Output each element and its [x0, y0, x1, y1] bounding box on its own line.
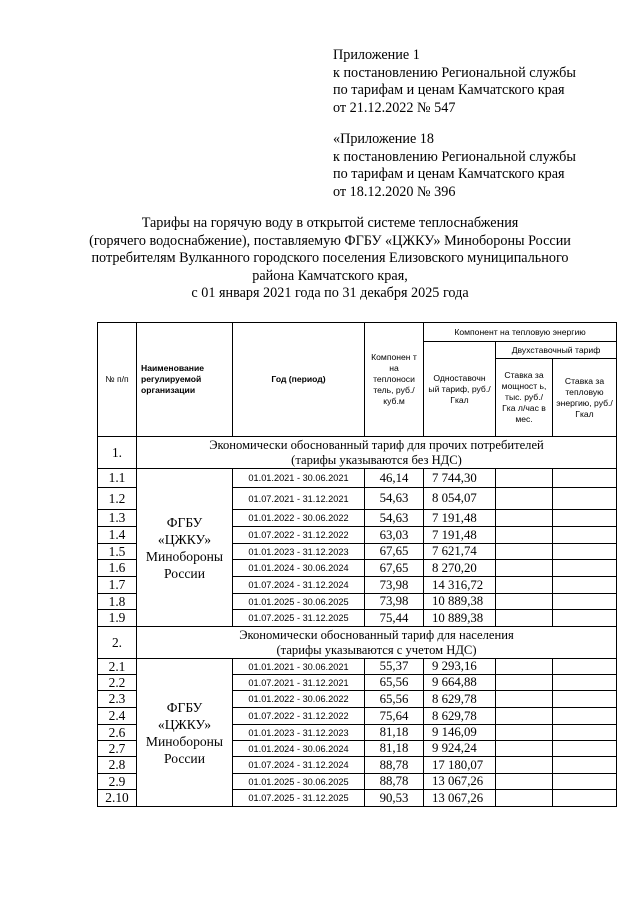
- one-part-tariff-value: 9 293,16: [424, 659, 496, 675]
- period-cell: 01.07.2024 - 31.12.2024: [233, 757, 365, 774]
- capacity-rate-value: [496, 544, 553, 560]
- period-cell: 01.07.2022 - 31.12.2022: [233, 708, 365, 725]
- period-cell: 01.07.2021 - 31.12.2021: [233, 488, 365, 510]
- period-cell: 01.07.2025 - 31.12.2025: [233, 790, 365, 807]
- period-cell: 01.01.2025 - 30.06.2025: [233, 594, 365, 610]
- water-component-value: 67,65: [365, 544, 424, 560]
- water-component-value: 73,98: [365, 577, 424, 594]
- row-number: 2.8: [98, 757, 137, 774]
- organization-name-line: Минобороны: [145, 733, 224, 749]
- water-component-value: 75,44: [365, 610, 424, 627]
- section-number: 1.: [98, 437, 137, 469]
- one-part-tariff-value: 8 629,78: [424, 691, 496, 708]
- one-part-tariff-value: 10 889,38: [424, 610, 496, 627]
- water-component-value: 90,53: [365, 790, 424, 807]
- appendix-line: по тарифам и ценам Камчатского края: [333, 166, 565, 183]
- appendix-1-header: [333, 47, 633, 117]
- organization-name-line: «ЦЖКУ»: [157, 716, 212, 732]
- row-number: 1.4: [98, 527, 137, 544]
- appendix-line: по тарифам и ценам Камчатского края: [333, 82, 565, 99]
- header-one-part-tariff: Одноставочн ый тариф, руб./Гкал: [424, 342, 496, 437]
- appendix-line: от 18.12.2020 № 396: [333, 183, 456, 200]
- row-number: 2.9: [98, 774, 137, 790]
- section-title: [137, 627, 617, 659]
- header-water-component: Компонен т на теплоноси тель, руб./куб.м: [365, 323, 424, 437]
- capacity-rate-value: [496, 488, 553, 510]
- section-title-line: Экономически обоснованный тариф для населения: [239, 627, 514, 642]
- section-title: [137, 437, 617, 469]
- section-title-line: (тарифы указываются с учетом НДС): [276, 642, 477, 657]
- capacity-rate-value: [496, 469, 553, 488]
- one-part-tariff-value: 8 270,20: [424, 560, 496, 577]
- energy-rate-value: [553, 659, 617, 675]
- period-cell: 01.01.2021 - 30.06.2021: [233, 659, 365, 675]
- capacity-rate-value: [496, 725, 553, 741]
- title-line: Тарифы на горячую воду в открытой системе теплоснабжения: [141, 215, 519, 231]
- header-row: [98, 323, 617, 342]
- header-period: Год (период): [233, 323, 365, 437]
- organization-name-line: России: [164, 565, 205, 581]
- organization-name-line: «ЦЖКУ»: [157, 531, 212, 547]
- energy-rate-value: [553, 741, 617, 757]
- row-number: 1.6: [98, 560, 137, 577]
- title-line: (горячего водоснабжение), поставляемую ФГБУ «ЦЖКУ» Минобороны России: [89, 232, 571, 249]
- row-number: 1.8: [98, 594, 137, 610]
- energy-rate-value: [553, 790, 617, 807]
- organization-name: [137, 469, 233, 627]
- energy-rate-value: [553, 488, 617, 510]
- appendix-18-header: [333, 131, 633, 201]
- section-number: 2.: [98, 627, 137, 659]
- organization-name-line: ФГБУ: [166, 699, 203, 715]
- energy-rate-value: [553, 469, 617, 488]
- appendix-line: «Приложение 18: [333, 131, 434, 147]
- water-component-value: 54,63: [365, 488, 424, 510]
- capacity-rate-value: [496, 610, 553, 627]
- capacity-rate-value: [496, 774, 553, 790]
- section-title-line: Экономически обоснованный тариф для прочих потребителей: [209, 437, 544, 452]
- header-org-name: Наименование регулируемой организации: [137, 323, 233, 437]
- table-row: [98, 659, 617, 675]
- capacity-rate-value: [496, 741, 553, 757]
- period-cell: 01.07.2025 - 31.12.2025: [233, 610, 365, 627]
- water-component-value: 88,78: [365, 757, 424, 774]
- one-part-tariff-value: 13 067,26: [424, 790, 496, 807]
- one-part-tariff-value: 7 744,30: [424, 469, 496, 488]
- energy-rate-value: [553, 774, 617, 790]
- energy-rate-value: [553, 510, 617, 527]
- water-component-value: 75,64: [365, 708, 424, 725]
- capacity-rate-value: [496, 757, 553, 774]
- section-heading-row: [98, 627, 617, 659]
- tariff-table: [97, 322, 617, 807]
- appendix-line: от 21.12.2022 № 547: [333, 99, 456, 116]
- period-cell: 01.01.2022 - 30.06.2022: [233, 510, 365, 527]
- capacity-rate-value: [496, 659, 553, 675]
- water-component-value: 65,56: [365, 691, 424, 708]
- period-cell: 01.01.2024 - 30.06.2024: [233, 741, 365, 757]
- period-cell: 01.01.2023 - 31.12.2023: [233, 725, 365, 741]
- row-number: 1.7: [98, 577, 137, 594]
- appendix-line: Приложение 1: [333, 47, 420, 63]
- period-cell: 01.01.2025 - 30.06.2025: [233, 774, 365, 790]
- water-component-value: 67,65: [365, 560, 424, 577]
- water-component-value: 63,03: [365, 527, 424, 544]
- one-part-tariff-value: 17 180,07: [424, 757, 496, 774]
- one-part-tariff-value: 7 191,48: [424, 510, 496, 527]
- row-number: 1.2: [98, 488, 137, 510]
- capacity-rate-value: [496, 527, 553, 544]
- period-cell: 01.01.2023 - 31.12.2023: [233, 544, 365, 560]
- energy-rate-value: [553, 757, 617, 774]
- period-cell: 01.01.2021 - 30.06.2021: [233, 469, 365, 488]
- energy-rate-value: [553, 560, 617, 577]
- one-part-tariff-value: 8 629,78: [424, 708, 496, 725]
- one-part-tariff-value: 10 889,38: [424, 594, 496, 610]
- header-energy-rate: Ставка за тепловую энергию, руб./Гкал: [553, 359, 617, 437]
- water-component-value: 65,56: [365, 675, 424, 691]
- section-heading-row: [98, 437, 617, 469]
- water-component-value: 81,18: [365, 741, 424, 757]
- capacity-rate-value: [496, 577, 553, 594]
- appendix-line: к постановлению Региональной службы: [333, 64, 576, 81]
- appendix-line: к постановлению Региональной службы: [333, 148, 576, 165]
- capacity-rate-value: [496, 790, 553, 807]
- capacity-rate-value: [496, 560, 553, 577]
- energy-rate-value: [553, 610, 617, 627]
- organization-name-line: ФГБУ: [166, 514, 203, 530]
- period-cell: 01.07.2021 - 31.12.2021: [233, 675, 365, 691]
- title-line: потребителям Вулканного городского поселения Елизовского муниципального: [91, 250, 569, 267]
- one-part-tariff-value: 13 067,26: [424, 774, 496, 790]
- one-part-tariff-value: 9 664,88: [424, 675, 496, 691]
- row-number: 2.10: [98, 790, 137, 807]
- row-number: 1.9: [98, 610, 137, 627]
- energy-rate-value: [553, 577, 617, 594]
- one-part-tariff-value: 9 146,09: [424, 725, 496, 741]
- one-part-tariff-value: 7 191,48: [424, 527, 496, 544]
- row-number: 1.3: [98, 510, 137, 527]
- energy-rate-value: [553, 594, 617, 610]
- organization-name-line: Минобороны: [145, 548, 224, 564]
- water-component-value: 55,37: [365, 659, 424, 675]
- organization-name-line: России: [164, 750, 205, 766]
- energy-rate-value: [553, 691, 617, 708]
- capacity-rate-value: [496, 691, 553, 708]
- energy-rate-value: [553, 725, 617, 741]
- title-line: с 01 января 2021 года по 31 декабря 2025 года: [191, 285, 469, 302]
- section-title-line: (тарифы указываются без НДС): [291, 452, 462, 467]
- water-component-value: 88,78: [365, 774, 424, 790]
- period-cell: 01.01.2024 - 30.06.2024: [233, 560, 365, 577]
- water-component-value: 54,63: [365, 510, 424, 527]
- one-part-tariff-value: 14 316,72: [424, 577, 496, 594]
- title-line: района Камчатского края,: [252, 267, 408, 284]
- table-row: [98, 469, 617, 488]
- one-part-tariff-value: 9 924,24: [424, 741, 496, 757]
- period-cell: 01.07.2024 - 31.12.2024: [233, 577, 365, 594]
- water-component-value: 46,14: [365, 469, 424, 488]
- row-number: 2.1: [98, 659, 137, 675]
- row-number: 2.2: [98, 675, 137, 691]
- energy-rate-value: [553, 527, 617, 544]
- period-cell: 01.07.2022 - 31.12.2022: [233, 527, 365, 544]
- water-component-value: 81,18: [365, 725, 424, 741]
- header-two-part-tariff: Двухставочный тариф: [496, 342, 617, 359]
- row-number: 2.6: [98, 725, 137, 741]
- water-component-value: 73,98: [365, 594, 424, 610]
- capacity-rate-value: [496, 675, 553, 691]
- one-part-tariff-value: 8 054,07: [424, 488, 496, 510]
- row-number: 2.7: [98, 741, 137, 757]
- capacity-rate-value: [496, 594, 553, 610]
- energy-rate-value: [553, 708, 617, 725]
- row-number: 2.3: [98, 691, 137, 708]
- header-capacity-rate: Ставка за мощност ь, тыс. руб./Гка л/час в мес.: [496, 359, 553, 437]
- period-cell: 01.01.2022 - 30.06.2022: [233, 691, 365, 708]
- energy-rate-value: [553, 544, 617, 560]
- energy-rate-value: [553, 675, 617, 691]
- row-number: 2.4: [98, 708, 137, 725]
- document-title: [40, 215, 620, 303]
- organization-name: [137, 659, 233, 807]
- capacity-rate-value: [496, 510, 553, 527]
- one-part-tariff-value: 7 621,74: [424, 544, 496, 560]
- capacity-rate-value: [496, 708, 553, 725]
- header-heat-component: Компонент на тепловую энергию: [424, 323, 617, 342]
- row-number: 1.1: [98, 469, 137, 488]
- header-number: № п/п: [98, 323, 137, 437]
- row-number: 1.5: [98, 544, 137, 560]
